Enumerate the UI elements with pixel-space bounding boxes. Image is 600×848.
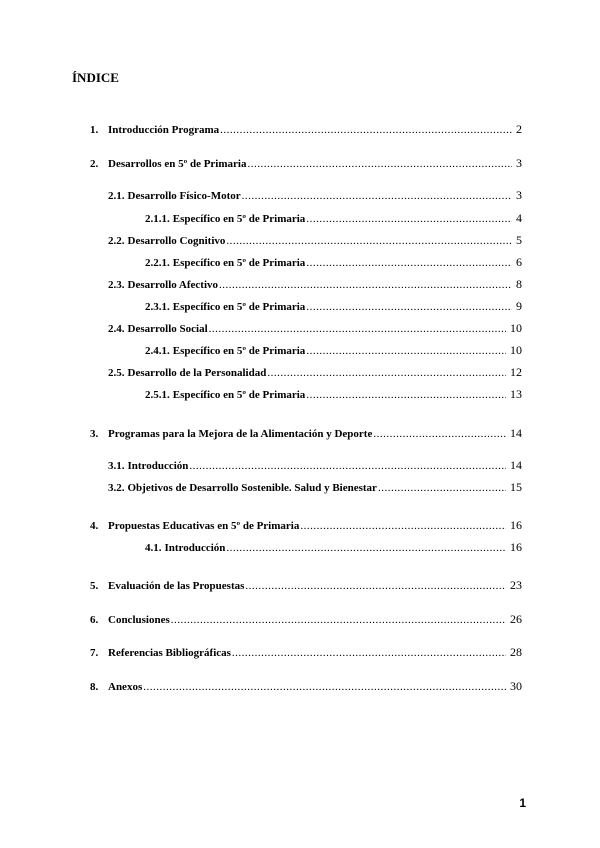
toc-entry-number: 2.4. (108, 323, 125, 335)
toc-leader-dots (220, 124, 512, 136)
toc-entry-text: Introducción (127, 460, 189, 472)
toc-leader-dots (143, 681, 506, 693)
toc-entry-number: 2.5. (108, 367, 125, 379)
toc-entry[interactable] (145, 387, 522, 402)
index-title: ÍNDICE (72, 70, 119, 85)
toc-entry-number: 4.1. (145, 542, 162, 554)
toc-entry-number: 2. (90, 158, 99, 170)
toc-entry[interactable] (108, 188, 522, 203)
toc-entry-page: 13 (510, 387, 522, 401)
toc-entry-page: 14 (510, 458, 522, 472)
toc-entry-number: 3.2. (108, 482, 125, 494)
toc-leader-dots (247, 158, 512, 170)
toc-leader-dots (226, 542, 506, 554)
toc-entry[interactable] (108, 458, 522, 473)
toc-entry-text: Conclusiones (108, 614, 170, 626)
toc-entry-text: Desarrollo de la Personalidad (127, 367, 267, 379)
toc-leader-dots (306, 213, 512, 225)
toc-entry[interactable] (90, 156, 522, 171)
toc-entry-text: Desarrollo Físico-Motor (127, 190, 241, 202)
toc-entry-number: 2.2.1. (145, 257, 170, 269)
toc-entry-number: 2.1.1. (145, 213, 170, 225)
toc-entry-text: Programas para la Mejora de la Alimentación y Deporte (108, 428, 373, 440)
toc-entry-text: Específico en 5º de Primaria (172, 389, 306, 401)
toc-entry-number: 2.3. (108, 279, 125, 291)
toc-leader-dots (267, 367, 506, 379)
toc-entry-text: Específico en 5º de Primaria (172, 345, 306, 357)
toc-leader-dots (245, 580, 506, 592)
toc-entry[interactable] (145, 211, 522, 226)
toc-leader-dots (300, 520, 506, 532)
toc-entry-text: Referencias Bibliográficas (108, 647, 231, 659)
toc-entry-text: Evaluación de las Propuestas (108, 580, 245, 592)
toc-entry[interactable] (108, 480, 522, 495)
toc-entry-number: 8. (90, 681, 99, 693)
toc-entry-number: 4. (90, 520, 99, 532)
toc-entry[interactable] (90, 426, 522, 441)
toc-entry-page: 23 (510, 578, 522, 592)
toc-entry-page: 12 (510, 365, 522, 379)
toc-entry-page: 6 (516, 255, 522, 269)
toc-entry-text: Desarrollo Social (127, 323, 208, 335)
toc-entry-page: 10 (510, 343, 522, 357)
toc-entry-page: 8 (516, 277, 522, 291)
toc-entry-number: 2.3.1. (145, 301, 170, 313)
toc-entry[interactable] (108, 277, 522, 292)
toc-entry-number: 2.4.1. (145, 345, 170, 357)
toc-entry[interactable] (90, 679, 522, 694)
toc-entry-page: 16 (510, 540, 522, 554)
toc-entry-page: 3 (516, 156, 522, 170)
toc-entry-text: Específico en 5º de Primaria (172, 213, 306, 225)
toc-entry-text: Específico en 5º de Primaria (172, 301, 306, 313)
toc-entry-text: Introducción Programa (108, 124, 220, 136)
toc-entry-page: 10 (510, 321, 522, 335)
toc-entry-number: 2.5.1. (145, 389, 170, 401)
toc-entry-text: Anexos (108, 681, 143, 693)
toc-entry-text: Objetivos de Desarrollo Sostenible. Salud y Bienestar (127, 482, 377, 494)
toc-leader-dots (306, 345, 506, 357)
toc-entry[interactable] (90, 645, 522, 660)
toc-entry-text: Específico en 5º de Primaria (172, 257, 306, 269)
toc-entry-page: 28 (510, 645, 522, 659)
toc-leader-dots (189, 460, 506, 472)
toc-leader-dots (226, 235, 512, 247)
toc-entry-page: 3 (516, 188, 522, 202)
toc-leader-dots (306, 257, 512, 269)
toc-leader-dots (171, 614, 506, 626)
toc-entry-number: 5. (90, 580, 99, 592)
toc-entry[interactable] (108, 321, 522, 336)
toc-entry-text: Desarrollos en 5º de Primaria (108, 158, 247, 170)
toc-leader-dots (209, 323, 506, 335)
toc-entry-number: 3. (90, 428, 99, 440)
toc-leader-dots (306, 389, 506, 401)
toc-entry[interactable] (108, 365, 522, 380)
toc-entry[interactable] (90, 122, 522, 137)
toc-entry-number: 2.1. (108, 190, 125, 202)
toc-leader-dots (242, 190, 512, 202)
toc-leader-dots (378, 482, 506, 494)
toc-entry-number: 3.1. (108, 460, 125, 472)
toc-entry-text: Desarrollo Afectivo (127, 279, 219, 291)
toc-entry-number: 2.2. (108, 235, 125, 247)
toc-entry-page: 14 (510, 426, 522, 440)
toc-entry[interactable] (90, 518, 522, 533)
toc-leader-dots (373, 428, 506, 440)
toc-entry[interactable] (145, 540, 522, 555)
toc-entry-page: 5 (516, 233, 522, 247)
toc-leader-dots (232, 647, 506, 659)
toc-leader-dots (219, 279, 512, 291)
toc-entry-number: 7. (90, 647, 99, 659)
toc-entry-text: Desarrollo Cognitivo (127, 235, 226, 247)
toc-entry-text: Introducción (164, 542, 226, 554)
page-number: 1 (519, 796, 526, 810)
toc-entry-page: 26 (510, 612, 522, 626)
toc-entry-text: Propuestas Educativas en 5º de Primaria (108, 520, 300, 532)
toc-entry[interactable] (90, 612, 522, 627)
toc-entry-page: 4 (516, 211, 522, 225)
toc-entry[interactable] (145, 343, 522, 358)
toc-entry-page: 30 (510, 679, 522, 693)
toc-entry[interactable] (108, 233, 522, 248)
toc-entry-page: 16 (510, 518, 522, 532)
toc-leader-dots (306, 301, 512, 313)
toc-entry-page: 15 (510, 480, 522, 494)
toc-entry[interactable] (90, 578, 522, 593)
toc-entry-page: 9 (516, 299, 522, 313)
toc-entry-page: 2 (516, 122, 522, 136)
toc-entry-number: 1. (90, 124, 99, 136)
toc-entry[interactable] (145, 255, 522, 270)
toc-entry[interactable] (145, 299, 522, 314)
toc-entry-number: 6. (90, 614, 99, 626)
